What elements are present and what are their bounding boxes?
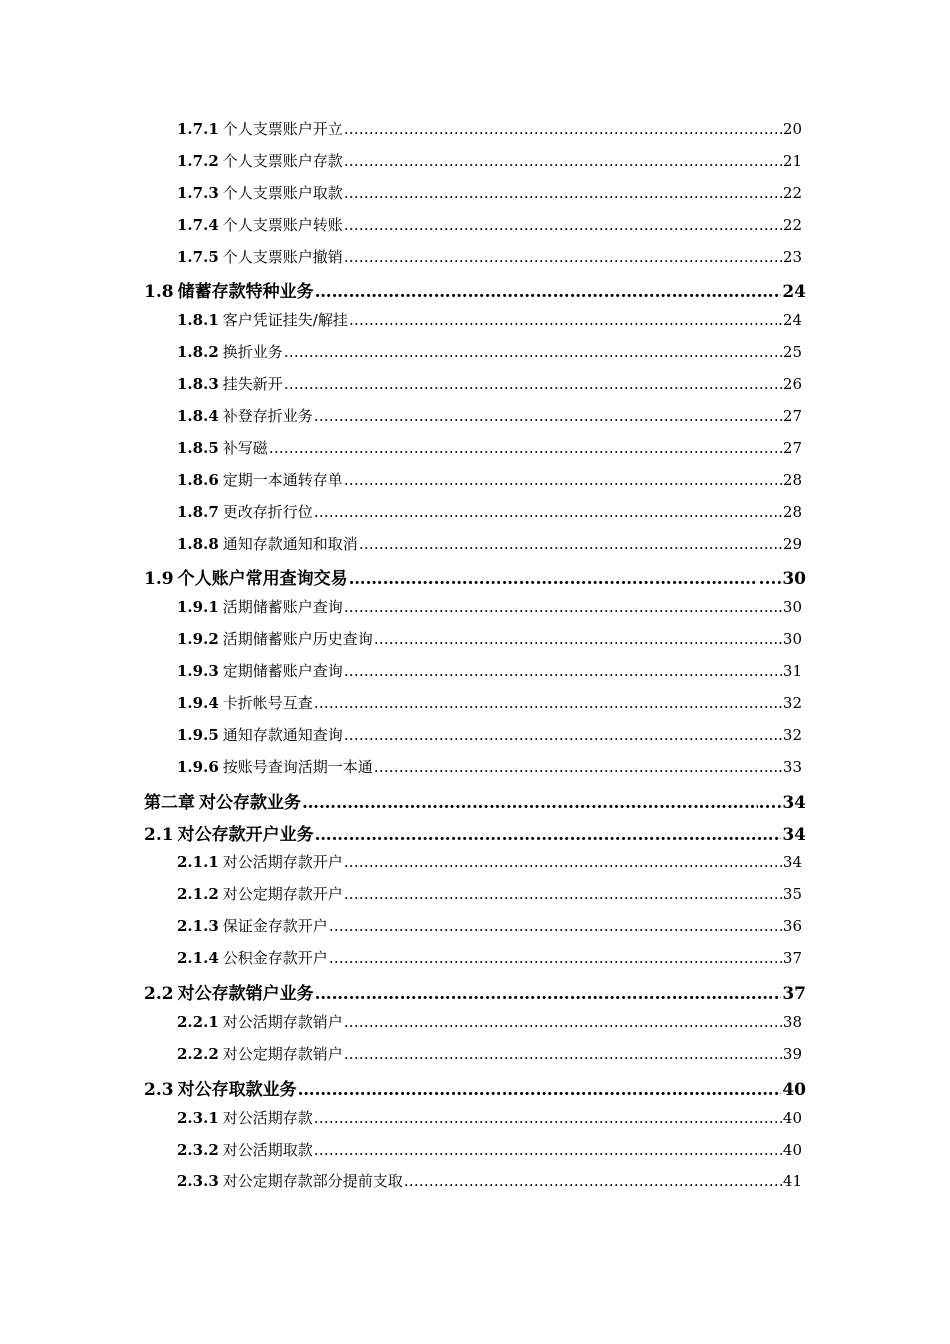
toc-entry-number: 1.8.7: [177, 502, 219, 521]
toc-entry-page: ...30: [768, 598, 802, 617]
toc-entry-title: 对公存款销户业务: [177, 984, 314, 1005]
toc-subsection-entry[interactable]: [0, 915, 950, 947]
toc-entry-title: 对公存款开户业务: [177, 824, 314, 845]
dot-leader: [314, 1141, 782, 1159]
toc-entry-number: 2.1: [144, 824, 174, 845]
toc-subsection-entry[interactable]: [0, 660, 950, 692]
toc-entry-page: ...33: [768, 757, 802, 776]
dot-leader: [349, 569, 758, 589]
toc-entry-number: 1.7.5: [177, 247, 219, 266]
toc-subsection-entry[interactable]: [0, 150, 950, 182]
toc-entry-title: 对公存取款业务: [177, 1079, 297, 1100]
toc-entry-number: 1.7.4: [177, 215, 219, 234]
dot-leader: [315, 984, 782, 1004]
toc-entry-title: 对公活期存款销户: [222, 1012, 343, 1031]
dot-leader: [329, 949, 782, 967]
toc-entry-title: 通知存款通知和取消: [222, 534, 358, 553]
toc-entry-number: 2.1.3: [177, 917, 219, 936]
toc-entry-number: 1.8: [144, 282, 174, 303]
toc-subsection-entry[interactable]: [0, 947, 950, 979]
toc-entry-page: ....34: [758, 792, 806, 813]
toc-entry-number: 2.3.2: [177, 1140, 219, 1159]
toc-entry-page: 39: [782, 1044, 802, 1063]
toc-entry-number: 1.7.2: [177, 151, 219, 170]
toc-entry-title: 个人支票账户开立: [222, 120, 343, 138]
dot-leader: [344, 726, 768, 744]
toc-entry-title: 对公定期存款部分提前支取: [222, 1172, 403, 1191]
toc-entry-number: 1.9.5: [177, 725, 219, 744]
dot-leader: [344, 1013, 782, 1031]
dot-leader: [284, 375, 782, 393]
dot-leader: [344, 152, 782, 170]
toc-section-entry[interactable]: [0, 1075, 950, 1107]
toc-entry-number: 1.9.6: [177, 757, 219, 776]
toc-entry-page: 36: [782, 917, 802, 936]
toc-entry-page: 41: [782, 1172, 802, 1191]
toc-subsection-entry[interactable]: [0, 692, 950, 724]
dot-leader: [359, 535, 768, 553]
toc-entry-page: 25: [782, 343, 802, 362]
toc-entry-title: 客户凭证挂失/解挂: [222, 311, 348, 330]
toc-entry-number: 1.8.4: [177, 407, 219, 426]
dot-leader: [344, 1045, 782, 1063]
dot-leader: [284, 343, 782, 361]
toc-subsection-entry[interactable]: [0, 1170, 950, 1202]
dot-leader: [329, 917, 782, 935]
toc-entry-page: 40: [782, 1108, 802, 1127]
toc-entry-page: 38: [782, 1012, 802, 1031]
toc-entry-number: 2.2.2: [177, 1044, 219, 1063]
toc-entry-page: 24: [782, 282, 806, 303]
dot-leader: [344, 662, 782, 680]
toc-entry-page: 22: [782, 215, 802, 234]
toc-subsection-entry[interactable]: [0, 469, 950, 501]
toc-entry-title: 个人支票账户存款: [222, 151, 343, 170]
toc-entry-number: 1.9.1: [177, 598, 219, 617]
toc-entry-number: 2.1.2: [177, 885, 219, 904]
toc-subsection-entry[interactable]: [0, 405, 950, 437]
toc-entry-number: 1.7.1: [177, 120, 219, 138]
toc-entry-page: 26: [782, 375, 802, 394]
toc-subsection-entry[interactable]: [0, 628, 950, 660]
toc-entry-title: 按账号查询活期一本通: [222, 757, 373, 776]
toc-entry-title: 卡折帐号互查: [222, 694, 313, 713]
dot-leader: [374, 758, 768, 776]
toc-entry-page: ...29: [768, 534, 802, 553]
toc-entry-page: ...32: [768, 694, 802, 713]
toc-entry-page: 20: [782, 120, 802, 138]
toc-entry-page: 40: [782, 1140, 802, 1159]
toc-entry-page: 21: [782, 151, 802, 170]
dot-leader: [314, 503, 768, 521]
toc-subsection-entry[interactable]: [0, 1139, 950, 1171]
toc-entry-title: 定期储蓄账户查询: [222, 662, 343, 681]
toc-subsection-entry[interactable]: [0, 1043, 950, 1075]
toc-entry-page: 40: [782, 1079, 806, 1100]
toc-entry-number: 1.9: [144, 569, 174, 590]
dot-leader: [349, 311, 777, 329]
dot-leader: [344, 248, 782, 266]
toc-subsection-entry[interactable]: [0, 724, 950, 756]
toc-entry-number: 2.2.1: [177, 1012, 219, 1031]
toc-entry-title: 换折业务: [222, 343, 283, 362]
toc-entry-title: 更改存折行位: [222, 502, 313, 521]
toc-entry-number: 2.1.1: [177, 853, 219, 872]
toc-entry-page: ...28: [768, 502, 802, 521]
toc-entry-number: 2.3.1: [177, 1108, 219, 1127]
dot-leader: [344, 598, 768, 616]
toc-entry-number: 1.9.3: [177, 662, 219, 681]
toc-entry-title: 个人支票账户取款: [222, 183, 343, 202]
toc-entry-number: 1.8.6: [177, 470, 219, 489]
toc-entry-title: 个人支票账户转账: [222, 215, 343, 234]
toc-entry-title: 个人支票账户撤销: [222, 247, 343, 266]
toc-section-entry[interactable]: [0, 564, 950, 596]
toc-entry-page: 34: [782, 853, 802, 872]
table-of-contents: [0, 118, 950, 1202]
toc-entry-title: 补写磁: [222, 438, 268, 457]
toc-entry-page: 37: [782, 949, 802, 968]
toc-subsection-entry[interactable]: [0, 182, 950, 214]
toc-subsection-entry[interactable]: [0, 341, 950, 373]
toc-subsection-entry[interactable]: [0, 883, 950, 915]
dot-leader: [404, 1172, 782, 1190]
toc-entry-title: 定期一本通转存单: [222, 470, 343, 489]
toc-entry-title: 个人账户常用查询交易: [177, 569, 348, 590]
toc-entry-page: 31: [782, 662, 802, 681]
dot-leader: [344, 471, 782, 489]
toc-subsection-entry[interactable]: [0, 437, 950, 469]
toc-entry-title: 对公定期存款开户: [222, 885, 343, 904]
toc-entry-number: 1.7.3: [177, 183, 219, 202]
toc-entry-number: 第二章: [144, 792, 195, 813]
toc-entry-number: 1.8.5: [177, 438, 219, 457]
toc-subsection-entry[interactable]: [0, 373, 950, 405]
dot-leader: [344, 216, 782, 234]
toc-subsection-entry[interactable]: [0, 756, 950, 788]
toc-entry-title: 保证金存款开户: [222, 917, 328, 936]
toc-subsection-entry[interactable]: [0, 596, 950, 628]
toc-subsection-entry[interactable]: [0, 118, 950, 150]
toc-entry-page: 28: [782, 470, 802, 489]
toc-subsection-entry[interactable]: [0, 851, 950, 883]
toc-entry-page: 35: [782, 885, 802, 904]
toc-entry-page: 22: [782, 183, 802, 202]
dot-leader: [315, 282, 782, 302]
toc-entry-title: 对公存款业务: [199, 792, 301, 813]
toc-entry-page: 37: [782, 984, 806, 1005]
dot-leader: [374, 630, 768, 648]
toc-entry-title: 对公活期存款开户: [222, 853, 343, 872]
toc-entry-title: 通知存款通知查询: [222, 725, 343, 744]
toc-entry-title: 对公活期存款: [222, 1108, 313, 1127]
toc-subsection-entry[interactable]: [0, 309, 950, 341]
toc-subsection-entry[interactable]: [0, 246, 950, 278]
dot-leader: [269, 439, 782, 457]
dot-leader: [314, 694, 768, 712]
toc-entry-number: 2.3.3: [177, 1172, 219, 1191]
toc-section-entry[interactable]: [0, 979, 950, 1011]
toc-entry-number: 1.8.3: [177, 375, 219, 394]
dot-leader: [344, 853, 782, 871]
toc-entry-number: 1.9.4: [177, 694, 219, 713]
toc-entry-number: 2.3: [144, 1079, 174, 1100]
toc-entry-title: 储蓄存款特种业务: [177, 282, 314, 303]
toc-entry-page: 27: [782, 438, 802, 457]
toc-entry-title: 对公定期存款销户: [222, 1044, 343, 1063]
toc-subsection-entry[interactable]: [0, 533, 950, 565]
toc-entry-number: 1.8.2: [177, 343, 219, 362]
toc-section-entry[interactable]: [0, 788, 950, 820]
toc-entry-number: 2.2: [144, 984, 174, 1005]
toc-subsection-entry[interactable]: [0, 501, 950, 533]
toc-entry-page: 27: [782, 407, 802, 426]
toc-subsection-entry[interactable]: [0, 214, 950, 246]
toc-entry-page: ....30: [758, 569, 806, 590]
toc-entry-page: ...32: [768, 725, 802, 744]
toc-subsection-entry[interactable]: [0, 1011, 950, 1043]
dot-leader: [314, 407, 782, 425]
toc-entry-page: ...30: [768, 630, 802, 649]
dot-leader: [315, 825, 782, 845]
toc-entry-page: 34: [782, 824, 806, 845]
toc-section-entry[interactable]: [0, 277, 950, 309]
toc-entry-number: 2.1.4: [177, 949, 219, 968]
toc-subsection-entry[interactable]: [0, 1107, 950, 1139]
toc-entry-number: 1.9.2: [177, 630, 219, 649]
toc-entry-page: 23: [782, 247, 802, 266]
toc-entry-title: 挂失新开: [222, 375, 283, 394]
toc-entry-title: 对公活期取款: [222, 1140, 313, 1159]
toc-entry-title: 公积金存款开户: [222, 949, 328, 968]
dot-leader: [344, 885, 782, 903]
toc-entry-number: 1.8.8: [177, 534, 219, 553]
toc-entry-page: .24: [778, 311, 802, 330]
toc-entry-title: 补登存折业务: [222, 407, 313, 426]
toc-entry-number: 1.8.1: [177, 311, 219, 330]
dot-leader: [298, 1080, 782, 1100]
dot-leader: [314, 1109, 782, 1127]
toc-section-entry[interactable]: [0, 820, 950, 852]
dot-leader: [302, 793, 758, 813]
toc-entry-title: 活期储蓄账户查询: [222, 598, 343, 617]
toc-entry-title: 活期储蓄账户历史查询: [222, 630, 373, 649]
dot-leader: [344, 120, 782, 138]
dot-leader: [344, 184, 782, 202]
